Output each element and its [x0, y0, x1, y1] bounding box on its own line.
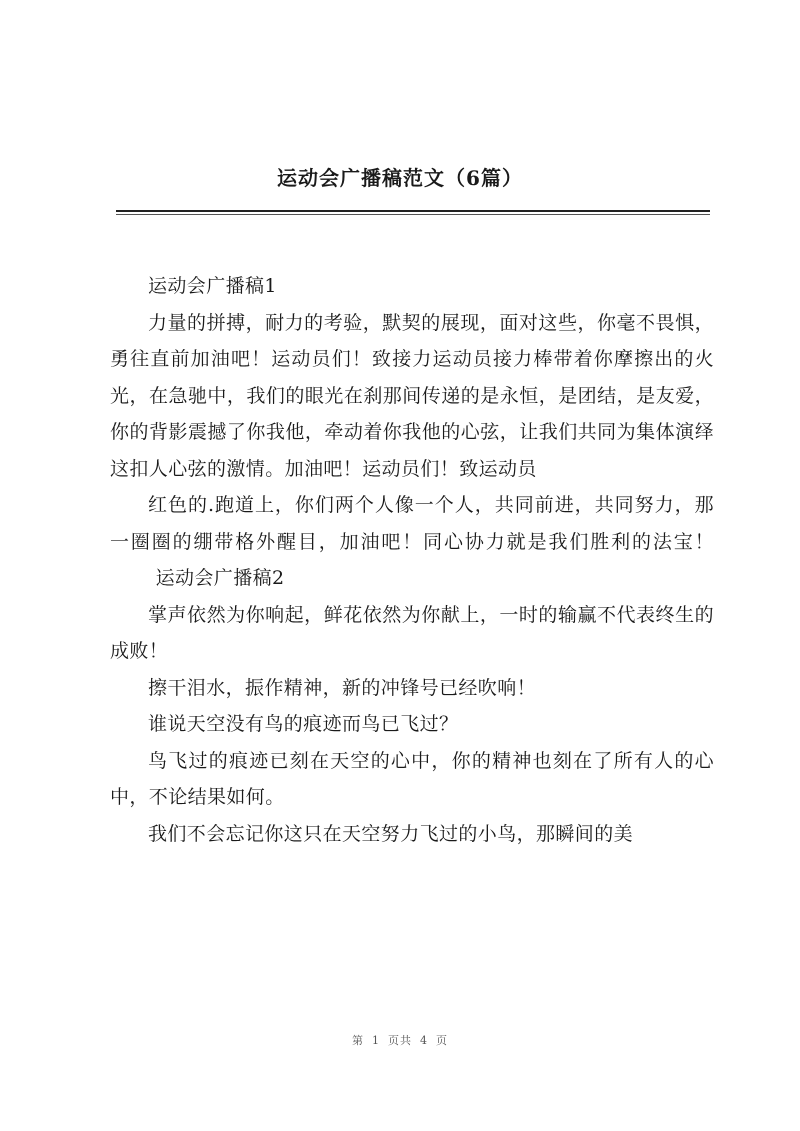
paragraph-2 — [110, 487, 714, 597]
paragraph-4: 擦干泪水，振作精神，新的冲锋号已经吹响！ — [148, 676, 537, 699]
footer-current-page: 1 — [372, 1034, 380, 1047]
paragraph-5: 谁说天空没有鸟的痕迹而鸟已飞过？ — [148, 713, 459, 735]
footer-label-total: 页共 — [388, 1034, 412, 1047]
footer-label-end: 页 — [436, 1034, 448, 1047]
paragraph-1: 力量的拼搏，耐力的考验，默契的展现，面对这些，你毫不畏惧，勇往直前加油吧！运动员们！致接力运动员接力棒带着你摩擦出的火光，在急驰中，我们的眼光在刹那间传递的是永恒，是团结，是友爱，你的背影震撼了你我他，牵动着你我他的心弦，让我们共同为集体演绎这扣人心弦的激情。加油吧！运动员们！致运动员 — [110, 311, 714, 480]
paragraph-7: 我们不会忘记你这只在天空努力飞过的小鸟，那瞬间的美 — [148, 822, 634, 845]
footer-label-page: 第 — [352, 1034, 364, 1047]
title-divider-thin — [116, 214, 710, 215]
paragraph-6: 鸟飞过的痕迹已刻在天空的心中，你的精神也刻在了所有人的心中，不论结果如何。 — [110, 749, 714, 808]
title-divider — [116, 210, 710, 212]
page-footer — [0, 1032, 800, 1048]
document-title: 运动会广播稿范文（6篇） — [277, 166, 523, 190]
paragraph-3: 掌声依然为你响起，鲜花依然为你献上，一时的输赢不代表终生的成败！ — [110, 603, 714, 662]
section-heading-1: 运动会广播稿1 — [148, 275, 277, 297]
footer-total-pages: 4 — [420, 1034, 428, 1047]
section-heading-2: 运动会广播稿2 — [155, 567, 285, 589]
document-body — [110, 268, 714, 852]
paragraph-2-text: 红色的.跑道上，你们两个人像一个人，共同前进，共同努力，那一圈圈的绷带格外醒目，加油吧！同心协力就是我们胜利的法宝！ — [110, 494, 714, 553]
